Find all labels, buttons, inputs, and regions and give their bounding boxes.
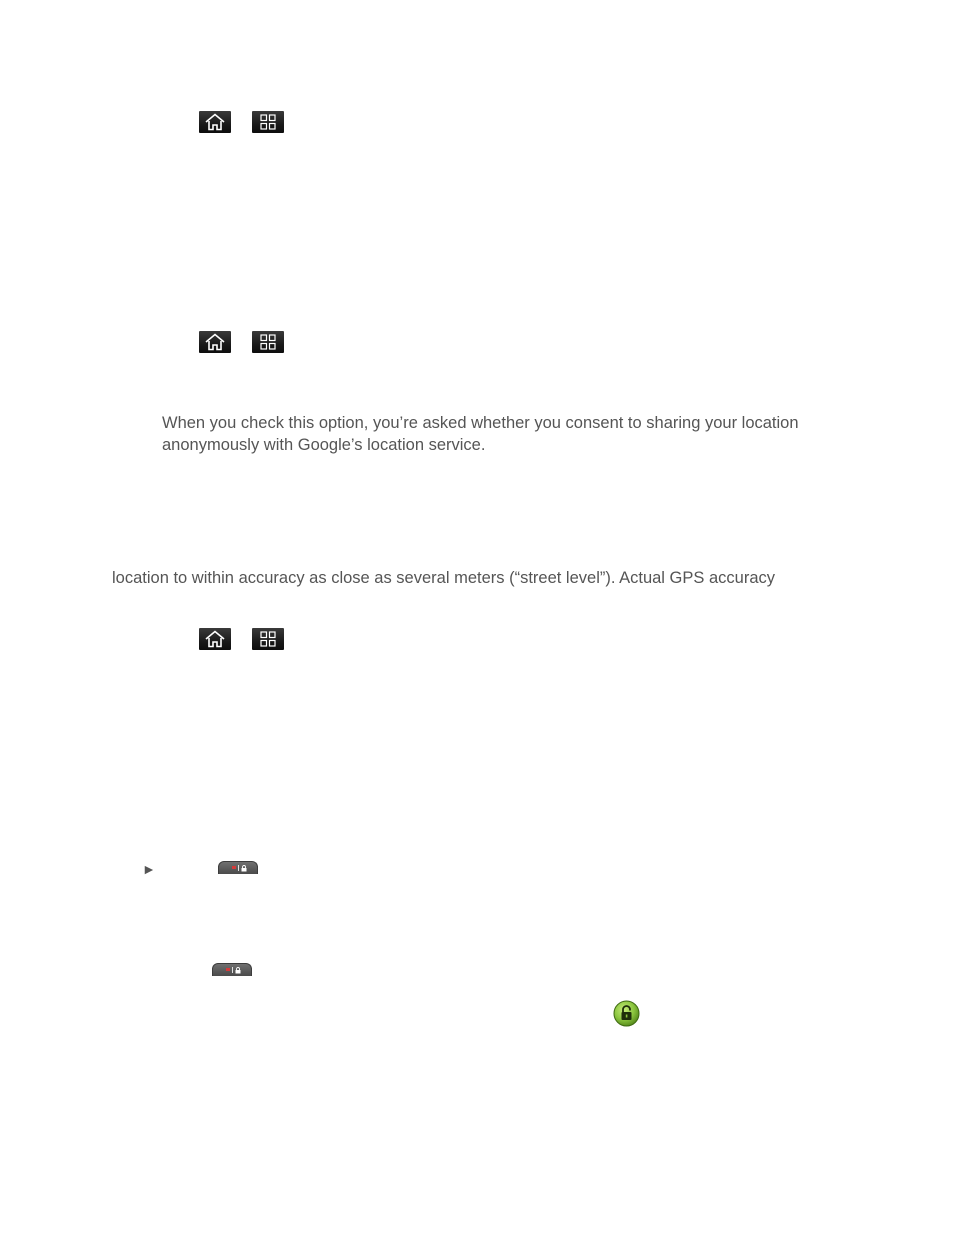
led-indicator	[232, 866, 236, 869]
gps-accuracy-text: location to within accuracy as close as several meters (“street level”). Actual GPS accuracy	[112, 569, 776, 587]
consent-text-line-2: anonymously with Google’s location service.	[162, 436, 486, 454]
apps-key-icon	[252, 628, 284, 650]
lock-button-icon	[212, 963, 252, 976]
home-icon	[204, 630, 226, 648]
apps-grid-icon	[260, 631, 276, 647]
padlock-icon	[235, 967, 241, 974]
consent-text-line-1: When you check this option, you’re asked whether you consent to sharing your location	[162, 414, 799, 432]
home-key-icon	[199, 331, 231, 353]
divider	[238, 865, 239, 871]
home-key-icon	[199, 111, 231, 133]
unlock-icon	[613, 1000, 640, 1027]
divider	[232, 967, 233, 973]
apps-grid-icon	[260, 334, 276, 350]
home-key-icon	[199, 628, 231, 650]
apps-key-icon	[252, 331, 284, 353]
lock-button-icon	[218, 861, 258, 874]
apps-grid-icon	[260, 114, 276, 130]
bullet-arrow-icon: ►	[142, 861, 156, 877]
home-icon	[204, 113, 226, 131]
padlock-icon	[241, 865, 247, 872]
home-icon	[204, 333, 226, 351]
apps-key-icon	[252, 111, 284, 133]
led-indicator	[226, 968, 230, 971]
